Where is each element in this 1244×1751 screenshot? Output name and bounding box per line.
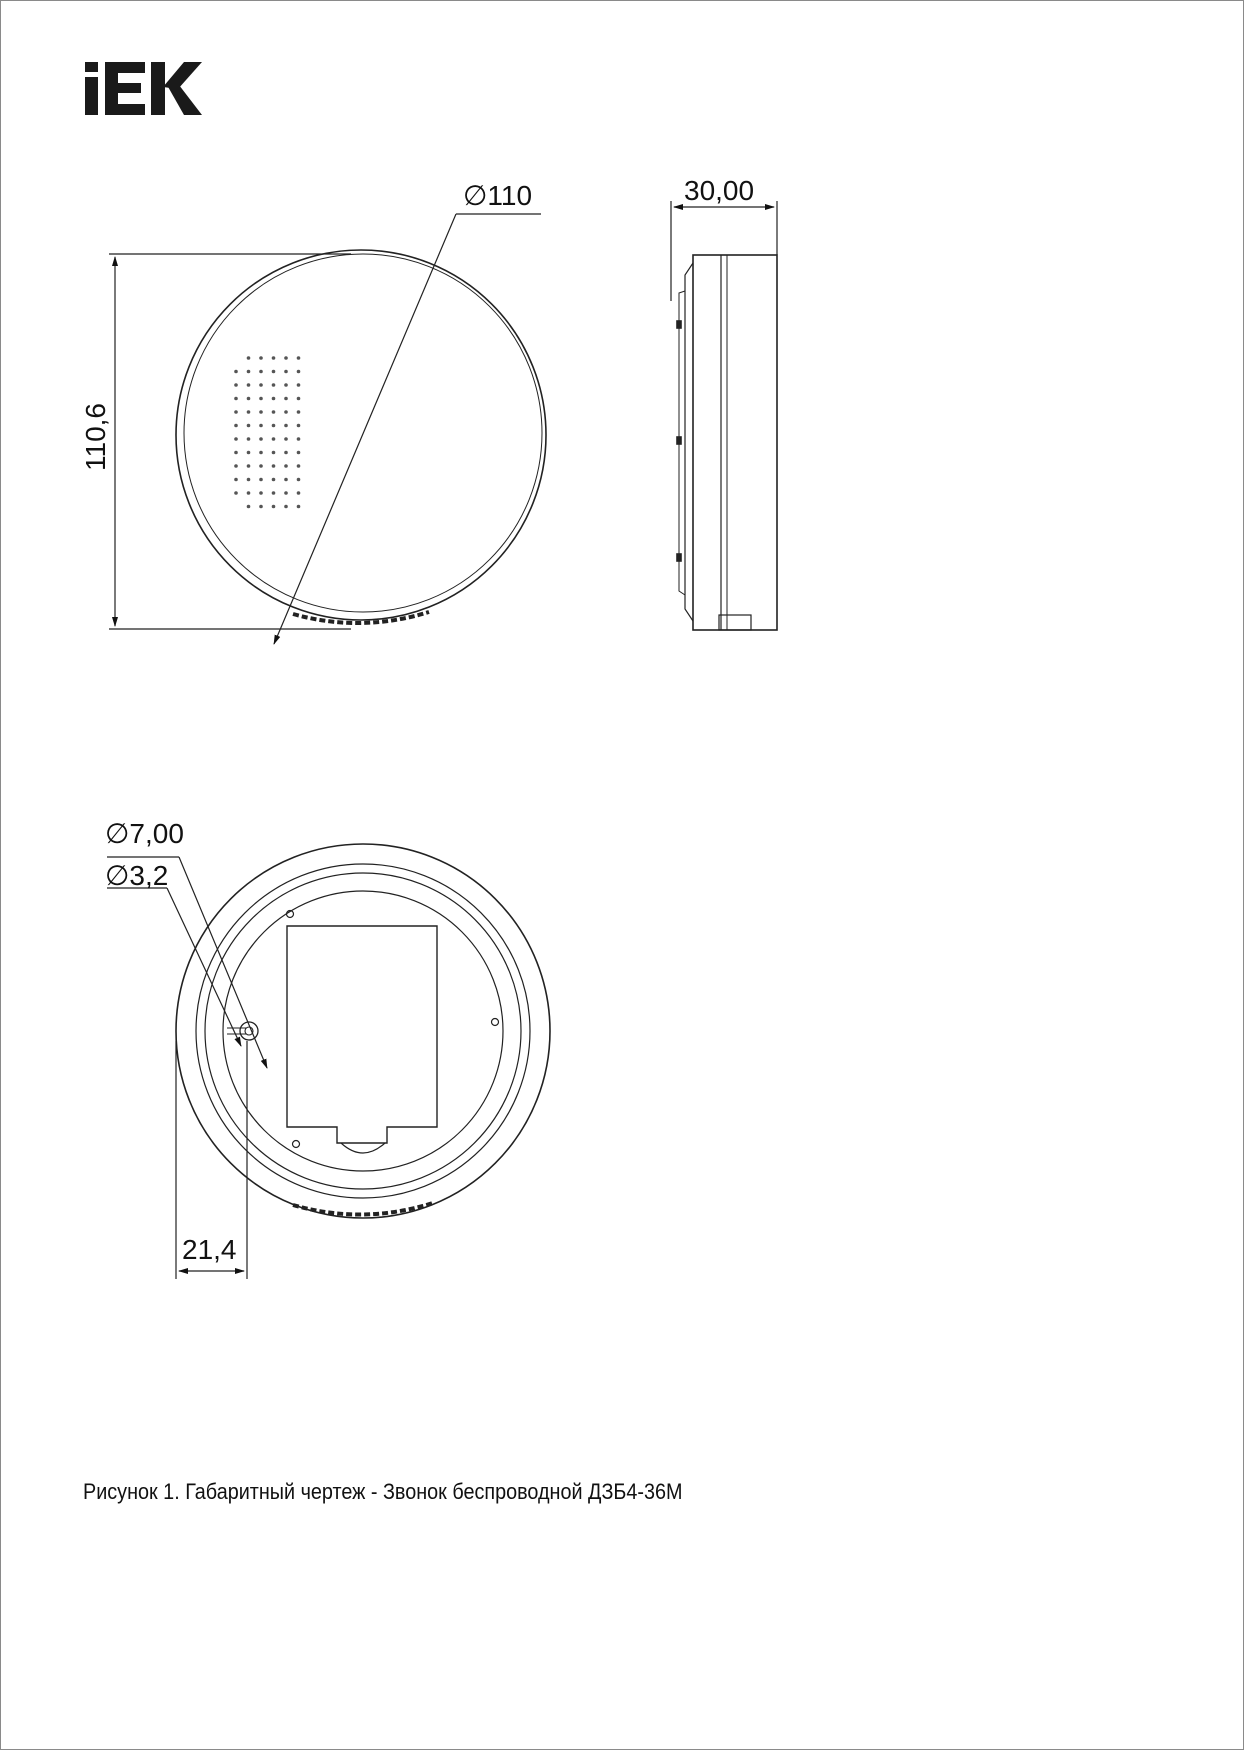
grill-dot [272, 437, 276, 441]
hole-outer-diameter-label: ∅7,00 [105, 818, 184, 849]
grill-dot [297, 410, 301, 414]
grill-dot [297, 437, 301, 441]
grill-dot [272, 383, 276, 387]
grill-dot [259, 437, 263, 441]
grill-dot [259, 478, 263, 482]
side-clip [719, 615, 751, 630]
grill-dot [272, 451, 276, 455]
grill-dot [297, 370, 301, 374]
back-view [176, 844, 550, 1218]
grill-dot [234, 410, 238, 414]
grill-dot [234, 370, 238, 374]
front-view [176, 250, 546, 623]
grill-dot [247, 464, 251, 468]
grill-dot [272, 397, 276, 401]
grill-dot [259, 397, 263, 401]
front-diameter-label: ∅110 [463, 180, 533, 211]
grill-dot [259, 383, 263, 387]
grill-dot [234, 437, 238, 441]
grill-dot [272, 491, 276, 495]
grill-dot [284, 491, 288, 495]
grill-dot [234, 424, 238, 428]
grill-dot [284, 410, 288, 414]
hole-inner-diameter-label: ∅3,2 [105, 860, 169, 891]
grill-dot [234, 397, 238, 401]
grill-dot [284, 356, 288, 360]
front-height-label: 110,6 [80, 403, 111, 471]
grill-dot [247, 437, 251, 441]
side-body [693, 255, 777, 630]
front-height-dimension [109, 254, 351, 629]
bottom-vent-back [293, 1203, 433, 1215]
grill-dot [272, 370, 276, 374]
grill-dot [297, 491, 301, 495]
grill-dot [297, 505, 301, 509]
figure-caption: Рисунок 1. Габаритный чертеж - Звонок беспроводной ДЗБ4-36М [83, 1479, 683, 1504]
grill-dot [247, 491, 251, 495]
grill-dot [284, 437, 288, 441]
grill-dot [247, 370, 251, 374]
grill-dot [284, 478, 288, 482]
grill-dot [247, 410, 251, 414]
hole-offset-label: 21,4 [182, 1234, 237, 1265]
grill-dot [284, 451, 288, 455]
grill-dot [234, 383, 238, 387]
grill-dot [284, 370, 288, 374]
grill-dot [284, 505, 288, 509]
grill-dot [272, 464, 276, 468]
grill-dot [272, 505, 276, 509]
grill-dot [234, 464, 238, 468]
battery-compartment [287, 926, 437, 1143]
grill-dot [259, 410, 263, 414]
grill-dot [259, 491, 263, 495]
grill-dot [259, 370, 263, 374]
grill-dot [272, 356, 276, 360]
grill-dot [247, 424, 251, 428]
grill-dot [259, 424, 263, 428]
front-diameter-leader [274, 214, 541, 644]
grill-dot [247, 356, 251, 360]
grill-dot [247, 383, 251, 387]
speaker-grill [234, 356, 300, 508]
grill-dot [259, 356, 263, 360]
grill-dot [272, 410, 276, 414]
grill-dot [297, 424, 301, 428]
grill-dot [247, 397, 251, 401]
grill-dot [284, 424, 288, 428]
grill-dot [297, 451, 301, 455]
grill-dot [272, 478, 276, 482]
grill-dot [284, 383, 288, 387]
iek-logo [85, 62, 202, 115]
grill-dot [297, 464, 301, 468]
side-view [677, 255, 777, 630]
grill-dot [297, 356, 301, 360]
side-depth-dimension [671, 201, 777, 301]
back-outer-circle [176, 844, 550, 1218]
grill-dot [297, 478, 301, 482]
grill-dot [247, 478, 251, 482]
grill-dot [297, 383, 301, 387]
side-depth-label: 30,00 [684, 175, 755, 206]
grill-dot [247, 451, 251, 455]
grill-dot [284, 464, 288, 468]
grill-dot [234, 451, 238, 455]
grill-dot [234, 478, 238, 482]
grill-dot [259, 464, 263, 468]
front-outer-circle [176, 250, 546, 620]
grill-dot [247, 505, 251, 509]
grill-dot [259, 451, 263, 455]
grill-dot [234, 491, 238, 495]
grill-dot [297, 397, 301, 401]
grill-dot [272, 424, 276, 428]
grill-dot [259, 505, 263, 509]
grill-dot [284, 397, 288, 401]
